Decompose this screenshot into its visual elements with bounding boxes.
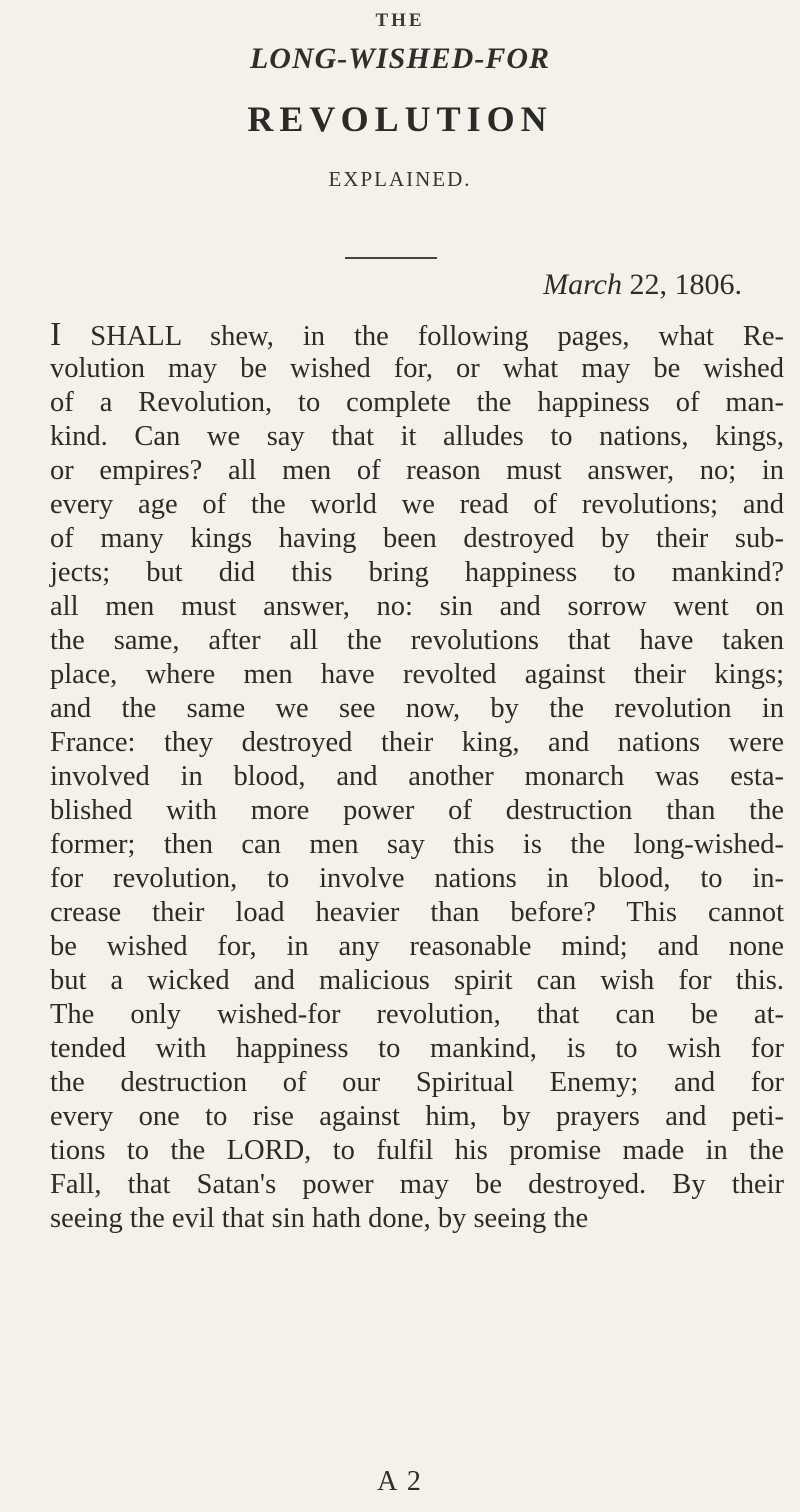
title-article: THE (375, 10, 425, 31)
body-line: every age of the world we read of revolutions; and (50, 489, 784, 520)
body-line: crease their load heavier than before? This cannot (50, 897, 784, 928)
body-line: and the same we see now, by the revolution in (50, 693, 784, 724)
body-line: I SHALL shew, in the following pages, what Re- (50, 316, 784, 353)
body-line: place, where men have revolted against their kings; (50, 659, 784, 690)
title-subtitle: LONG-WISHED-FOR (249, 42, 551, 75)
body-line: France: they destroyed their king, and nations were (50, 727, 784, 758)
signature-mark: A 2 (377, 1466, 423, 1497)
body-line: The only wished-for revolution, that can be at- (50, 999, 784, 1030)
body-line: tions to the LORD, to fulfil his promise made in the (50, 1135, 784, 1166)
dateline-year: 1806. (674, 268, 742, 301)
body-line: of many kings having been destroyed by their sub- (50, 523, 784, 554)
body-line: volution may be wished for, or what may be wished (50, 353, 784, 384)
body-line: of a Revolution, to complete the happiness of man- (50, 387, 784, 418)
body-line: but a wicked and malicious spirit can wish for this. (50, 965, 784, 996)
body-line: Fall, that Satan's power may be destroyed. By their (50, 1169, 784, 1200)
title-explained: EXPLAINED. (328, 167, 472, 191)
body-line: the destruction of our Spiritual Enemy; and for (50, 1067, 784, 1098)
body-text (50, 318, 784, 1236)
body-line: blished with more power of destruction than the (50, 795, 784, 826)
page-title: REVOLUTION (247, 99, 553, 139)
dateline (543, 268, 742, 302)
body-line: seeing the evil that sin hath done, by seeing the (50, 1203, 589, 1234)
body-line: for revolution, to involve nations in blood, to in- (50, 863, 784, 894)
body-line: tended with happiness to mankind, is to wish for (50, 1033, 784, 1064)
body-line: involved in blood, and another monarch was esta- (50, 761, 784, 792)
body-line: all men must answer, no: sin and sorrow went on (50, 591, 784, 622)
dateline-month: March (543, 268, 622, 301)
body-line: former; then can men say this is the long-wished- (50, 829, 784, 860)
body-line: jects; but did this bring happiness to mankind? (50, 557, 784, 588)
divider-rule (345, 257, 437, 259)
body-line: kind. Can we say that it alludes to nations, kings, (50, 421, 784, 452)
dateline-day: 22, (629, 268, 667, 301)
body-line: or empires? all men of reason must answer, no; in (50, 455, 784, 486)
body-line: the same, after all the revolutions that have taken (50, 625, 784, 656)
body-line: be wished for, in any reasonable mind; and none (50, 931, 784, 962)
body-line: every one to rise against him, by prayers and peti- (50, 1101, 784, 1132)
